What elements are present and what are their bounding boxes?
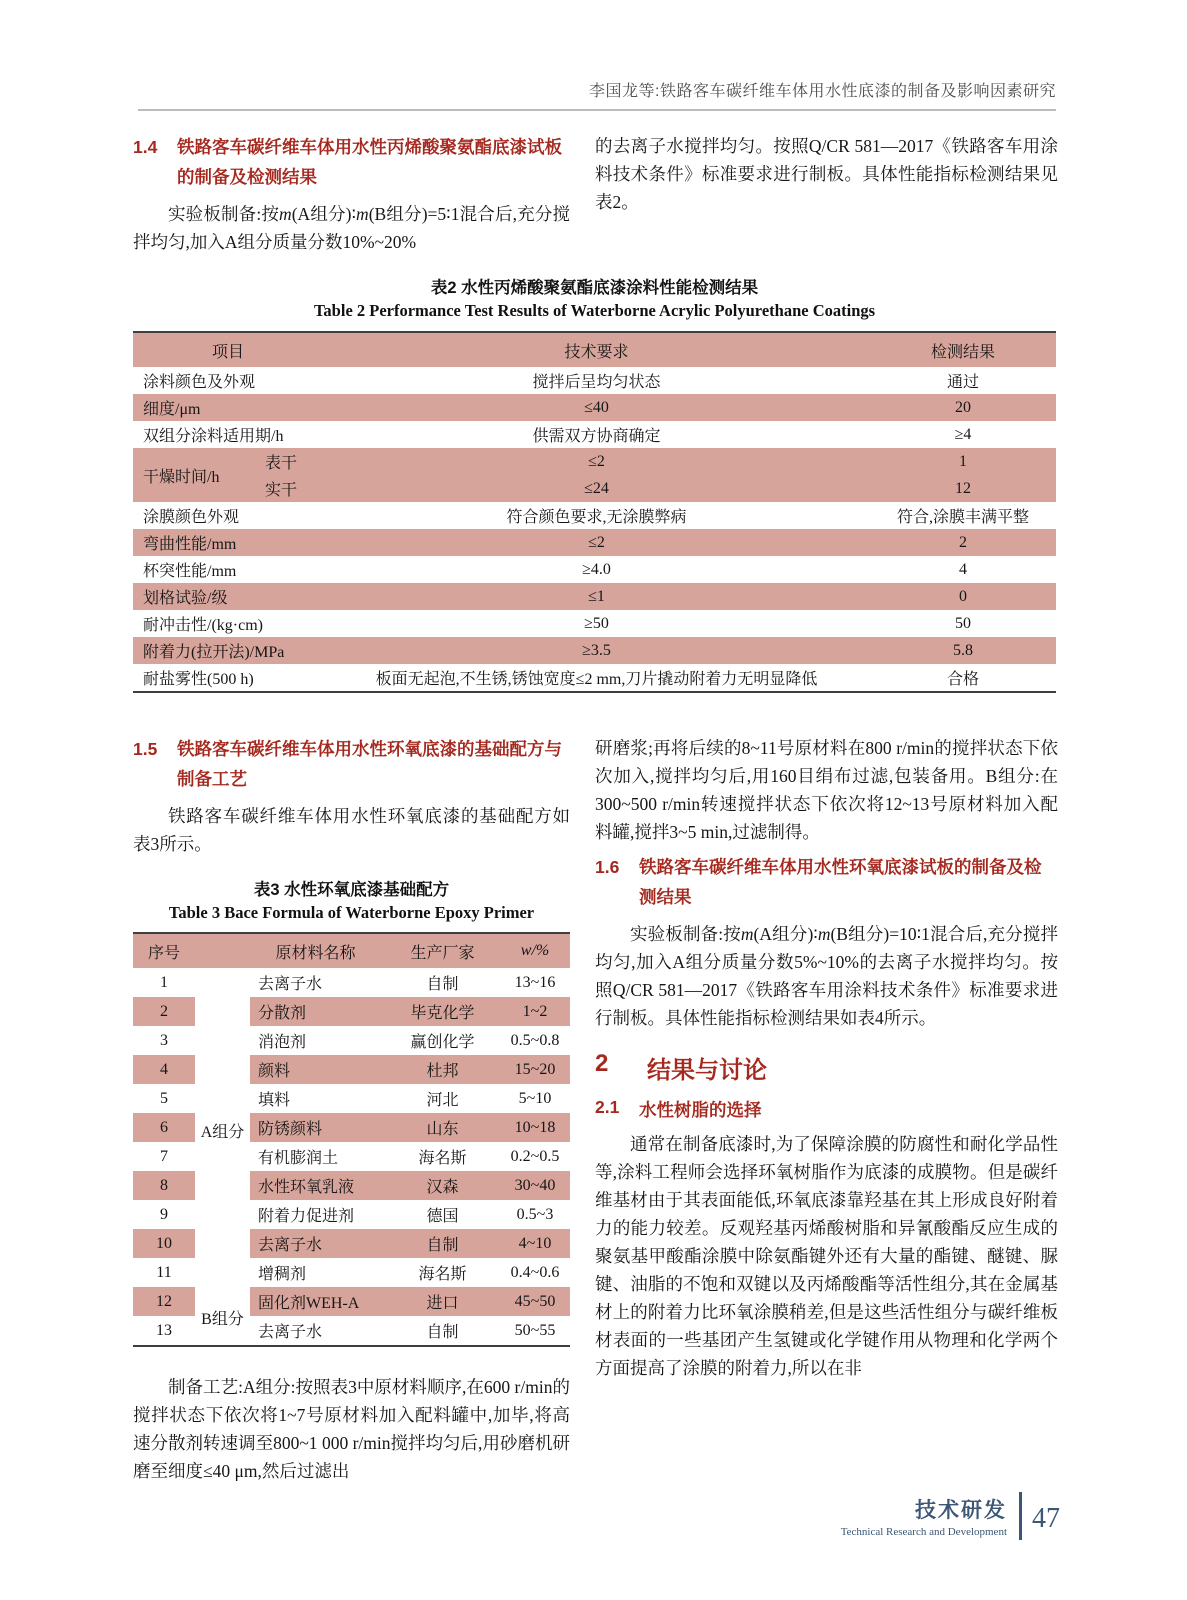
cell-maker: 河北 — [426, 1092, 459, 1109]
column-header: 检测结果 — [930, 343, 995, 361]
cell-percent: 1~2 — [500, 997, 570, 1026]
cell-no: 12 — [133, 1287, 195, 1316]
table-row — [133, 502, 1056, 529]
section-1-4-heading — [133, 132, 570, 192]
section-1-6-paragraph — [595, 920, 1058, 1032]
cell-percent: 15~20 — [500, 1055, 570, 1084]
table-row — [133, 997, 570, 1026]
cell-material: 固化剂WEH-A — [250, 1287, 385, 1316]
cell-percent: 0.5~0.8 — [510, 1031, 560, 1049]
table-row — [133, 1142, 570, 1171]
italic-m: m — [356, 204, 369, 224]
cell-maker: 毕克化学 — [385, 997, 500, 1026]
cell-requirement: ≥3.5 — [582, 641, 611, 659]
table-row — [133, 529, 1056, 556]
section-1-4-left-column — [133, 132, 570, 256]
italic-m: m — [740, 924, 754, 944]
cell-maker: 自制 — [426, 1324, 459, 1341]
section-number: 2 — [595, 1050, 609, 1077]
cell-no: 9 — [160, 1205, 168, 1223]
table3 — [133, 932, 570, 1347]
cell-material: 有机膨润土 — [258, 1150, 339, 1167]
cell-requirement: 板面无起泡,不生锈,锈蚀宽度≤2 mm,刀片撬动附着力无明显降低 — [375, 671, 818, 688]
section-1-4-paragraph — [133, 200, 570, 256]
cell-material: 增稠剂 — [258, 1266, 307, 1283]
section-1-5-paragraph: 铁路客车碳纤维车体用水性环氧底漆的基础配方如表3所示。 — [133, 806, 570, 854]
cell-material: 填料 — [258, 1092, 291, 1109]
cell-material: 去离子水 — [250, 1229, 385, 1258]
table2-caption-en: Table 2 Performance Test Results of Waterborne Acrylic Polyurethane Coatings — [313, 301, 876, 320]
cell-result: 20 — [955, 398, 971, 416]
section-1-5-process-paragraph: 制备工艺:A组分:按照表3中原材料顺序,在600 r/min的搅拌状态下依次将1~7号原材料加入配料罐中,加毕,将高速分散剂转速调至800~1 000 r/min搅拌均匀后,用砂磨机研磨至细度≤40 μm,然后过滤出 — [133, 1377, 570, 1481]
cell-maker: 汉森 — [385, 1171, 500, 1200]
cell-no: 7 — [160, 1147, 168, 1165]
section-2-1-heading — [595, 1097, 1058, 1122]
cell-requirement: 供需双方协商确定 — [532, 428, 661, 445]
table-row — [133, 610, 1056, 637]
cell-requirement: ≤2 — [588, 452, 605, 470]
cell-result: 5.8 — [953, 641, 973, 659]
cell-requirement: ≥50 — [584, 614, 609, 632]
process-continuation-paragraph: 研磨浆;再将后续的8~11号原材料在800 r/min的搅拌状态下依次加入,搅拌均匀后,用160目绢布过滤,包装备用。B组分:在300~500 r/min转速搅拌状态下依次将12~13号原材料加入配料罐,搅拌3~5 min,过滤制得。 — [595, 738, 1058, 842]
cell-requirement: ≥4.0 — [582, 560, 611, 578]
table3-caption-cn: 表3 水性环氧底漆基础配方 — [253, 881, 450, 899]
paragraph-text: (A组分)∶ — [753, 924, 818, 944]
cell-item: 涂膜颜色外观 — [143, 509, 240, 526]
cell-result: 0 — [959, 587, 967, 605]
sub-label: 表干 — [264, 455, 297, 472]
section-1-4-block — [133, 132, 1058, 256]
cell-item: 附着力(拉开法)/MPa — [143, 644, 285, 661]
table-row-drying-time — [133, 448, 1056, 502]
section-1-5-heading — [133, 734, 570, 794]
cell-result: 12 — [955, 479, 971, 497]
cell-requirement: ≤40 — [584, 398, 609, 416]
table-row — [133, 1171, 570, 1200]
cell-result: 2 — [959, 533, 967, 551]
table2-caption-cn: 表2 水性丙烯酸聚氨酯底漆涂料性能检测结果 — [430, 279, 759, 297]
page-number: 47 — [1032, 1503, 1060, 1534]
footer-section-en: Technical Research and Development — [840, 1526, 1007, 1538]
cell-maker: 自制 — [385, 1229, 500, 1258]
cell-maker: 海名斯 — [418, 1150, 467, 1167]
paragraph-text: (A组分)∶ — [291, 204, 357, 224]
table-row — [133, 637, 1056, 664]
cell-percent: 30~40 — [500, 1171, 570, 1200]
cell-item: 双组分涂料适用期/h — [143, 428, 284, 445]
cell-percent: 0.5~3 — [516, 1205, 554, 1223]
cell-no: 2 — [133, 997, 195, 1026]
paragraph-text: 实验板制备:按 — [630, 924, 741, 944]
column-header: 技术要求 — [564, 343, 629, 361]
cell-no: 6 — [133, 1113, 195, 1142]
cell-item: 弯曲性能/mm — [143, 536, 237, 553]
cell-item: 涂料颜色及外观 — [143, 374, 256, 391]
cell-requirement: 搅拌后呈均匀状态 — [532, 374, 661, 391]
table-row — [133, 556, 1056, 583]
table3-caption-en: Table 3 Bace Formula of Waterborne Epoxy Primer — [168, 903, 535, 922]
cell-maker: 德国 — [426, 1208, 459, 1225]
lower-left-column — [133, 734, 570, 1485]
table2-block — [133, 274, 1056, 693]
table2 — [133, 331, 1056, 693]
cell-no: 13 — [156, 1321, 172, 1339]
column-header: 原材料名称 — [275, 944, 356, 962]
group-label-a: A组分 — [200, 1124, 245, 1141]
cell-item: 耐盐雾性(500 h) — [143, 671, 254, 688]
table2-header-row — [133, 333, 1056, 367]
cell-no: 4 — [133, 1055, 195, 1084]
cell-maker: 赢创化学 — [410, 1034, 475, 1051]
table-row — [133, 1258, 570, 1287]
cell-percent: 13~16 — [514, 973, 556, 991]
page-footer — [841, 1492, 1060, 1540]
cell-percent: 0.2~0.5 — [510, 1147, 560, 1165]
section-number: 1.6 — [595, 857, 620, 877]
cell-material: 去离子水 — [258, 976, 323, 993]
section-title: 水性树脂的选择 — [639, 1100, 762, 1120]
cell-no: 8 — [133, 1171, 195, 1200]
cell-percent: 0.4~0.6 — [510, 1263, 560, 1281]
cell-material: 颜料 — [250, 1055, 385, 1084]
cell-material: 分散剂 — [250, 997, 385, 1026]
lower-right-column — [595, 734, 1058, 1485]
cell-material: 水性环氧乳液 — [250, 1171, 385, 1200]
cell-maker: 海名斯 — [418, 1266, 467, 1283]
cell-maker: 山东 — [385, 1113, 500, 1142]
section-1-4-continuation: 的去离子水搅拌均匀。按照Q/CR 581—2017《铁路客车用涂料技术条件》标准要求进行制板。具体性能指标检测结果见表2。 — [595, 136, 1058, 212]
cell-item: 杯突性能/mm — [143, 563, 237, 580]
cell-percent: 5~10 — [518, 1089, 552, 1107]
section-title: 铁路客车碳纤维车体用水性环氧底漆的基础配方与制备工艺 — [177, 739, 562, 789]
table-row — [133, 421, 1056, 448]
section-2-heading — [595, 1050, 1058, 1085]
footer-divider — [1019, 1492, 1022, 1540]
paragraph-text: (B组分)=10∶1混合后,充分搅拌均匀,加入A组分质量分数5%~10%的去离子水搅拌均匀。按照Q/CR 581—2017《铁路客车用涂料技术条件》标准要求进行制板。具体性能指标检测结果如表4所示。 — [595, 924, 1058, 1028]
italic-m: m — [279, 204, 292, 224]
section-number: 1.4 — [133, 137, 158, 157]
section-title: 结果与讨论 — [647, 1057, 767, 1084]
section-2-1-paragraph: 通常在制备底漆时,为了保障涂膜的防腐性和耐化学品性等,涂料工程师会选择环氧树脂作为底漆的成膜物。但是碳纤维基材由于其表面能低,环氧底漆靠羟基在其上形成良好附着力的能力较差。反观羟基丙烯酸树脂和异氰酸酯反应生成的聚氨基甲酸酯涂膜中除氨酯键外还有大量的酯键、醚键、脲键、油脂的不饱和双键以及丙烯酸酯等活性组分,其在金属基材上的附着力比环氧涂膜稍差,但是这些活性组分与碳纤维板材表面的一些基团产生氢键或化学键作用从物理和化学两个方面提高了涂膜的附着力,所以在非 — [595, 1134, 1058, 1378]
table-row — [133, 968, 570, 997]
table-row — [133, 1026, 570, 1055]
cell-item: 细度/μm — [143, 401, 201, 418]
cell-result: 1 — [959, 452, 967, 470]
cell-material: 消泡剂 — [258, 1034, 307, 1051]
running-header: 李国龙等:铁路客车碳纤维车体用水性底漆的制备及影响因素研究 — [589, 83, 1056, 100]
cell-result: ≥4 — [954, 425, 972, 443]
section-title: 铁路客车碳纤维车体用水性丙烯酸聚氨酯底漆试板的制备及检测结果 — [177, 137, 562, 187]
footer-labels — [841, 1494, 1007, 1538]
cell-item: 划格试验/级 — [143, 590, 228, 607]
cell-percent: 50~55 — [514, 1321, 556, 1339]
cell-no: 1 — [160, 973, 168, 991]
cell-result: 符合,涂膜丰满平整 — [896, 509, 1029, 526]
column-header: 项目 — [211, 343, 244, 361]
header-rule — [138, 109, 1056, 111]
cell-requirement: 符合颜色要求,无涂膜弊病 — [506, 509, 687, 526]
cell-requirement: ≤2 — [588, 533, 605, 551]
lower-block — [133, 734, 1058, 1485]
section-1-4-right-column — [595, 132, 1058, 256]
cell-material: 防锈颜料 — [250, 1113, 385, 1142]
section-title: 铁路客车碳纤维车体用水性环氧底漆试板的制备及检测结果 — [639, 857, 1042, 907]
column-header-group — [195, 949, 250, 953]
table-row — [133, 367, 1056, 394]
cell-material: 附着力促进剂 — [258, 1208, 355, 1225]
table-row — [133, 394, 1056, 421]
table-row — [133, 1200, 570, 1229]
cell-result: 50 — [955, 614, 971, 632]
sub-label: 实干 — [264, 482, 297, 499]
cell-no: 3 — [160, 1031, 168, 1049]
cell-percent: 45~50 — [500, 1287, 570, 1316]
cell-maker: 自制 — [426, 976, 459, 993]
footer-section-cn: 技术研发 — [915, 1499, 1007, 1522]
section-1-6-heading — [595, 852, 1058, 912]
group-label-b: B组分 — [201, 1311, 244, 1328]
cell-result: 4 — [959, 560, 967, 578]
section-number: 1.5 — [133, 739, 158, 759]
column-header: w/% — [520, 942, 550, 959]
cell-requirement: ≤24 — [584, 479, 609, 497]
table3-header-row — [133, 934, 570, 968]
cell-no: 11 — [156, 1263, 172, 1281]
cell-maker: 杜邦 — [385, 1055, 500, 1084]
paragraph-text: (B组分)=5∶1混合后,充分搅拌均匀,加入A组分质量分数10%~20% — [133, 204, 570, 252]
cell-no: 5 — [160, 1089, 168, 1107]
cell-percent: 4~10 — [500, 1229, 570, 1258]
column-header: 序号 — [147, 944, 180, 962]
table-row — [133, 664, 1056, 691]
cell-maker: 进口 — [385, 1287, 500, 1316]
table-row — [133, 1084, 570, 1113]
column-header: 生产厂家 — [410, 944, 475, 962]
cell-result: 合格 — [946, 671, 979, 688]
section-number: 2.1 — [595, 1097, 620, 1117]
cell-item: 耐冲击性/(kg·cm) — [143, 617, 263, 634]
italic-m: m — [817, 924, 831, 944]
table-row — [133, 1055, 570, 1084]
cell-requirement: ≤1 — [588, 587, 605, 605]
paragraph-text: 实验板制备:按 — [168, 204, 280, 224]
cell-material: 去离子水 — [258, 1324, 323, 1341]
table-row — [133, 583, 1056, 610]
cell-no: 10 — [133, 1229, 195, 1258]
cell-result: 通过 — [946, 374, 979, 391]
cell-item: 干燥时间/h — [143, 468, 220, 486]
table-row — [133, 1229, 570, 1258]
cell-percent: 10~18 — [500, 1113, 570, 1142]
